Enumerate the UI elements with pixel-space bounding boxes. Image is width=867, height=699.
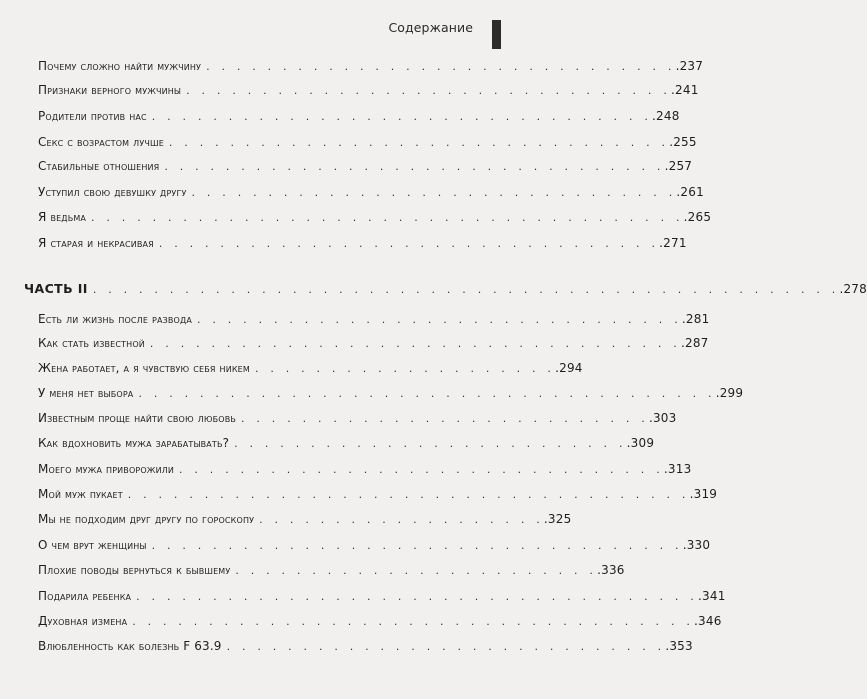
toc-leader-dots: . . . . . . . . . . . . . . . . . . . <box>259 513 544 526</box>
toc-entry-title: Есть ли жизнь после развода <box>38 312 192 326</box>
toc-entry-page: .346 <box>694 614 722 628</box>
toc-entry-page: .271 <box>659 236 687 250</box>
toc-entry[interactable] <box>38 56 704 76</box>
toc-leader-dots: . . . . . . . . . . . . . . . . . . . . . . . . . . . . . <box>226 640 666 653</box>
toc-leader-dots: . . . . . . . . . . . . . . . . . . . . . . . . . . . . . . . . . . . <box>149 337 681 350</box>
toc-entry-title: Секс с возрастом лучше <box>38 135 164 149</box>
toc-entry[interactable] <box>38 560 625 580</box>
toc-entry-page: .341 <box>698 589 726 603</box>
toc-leader-dots: . . . . . . . . . . . . . . . . . . . . . . . . . . . . . . . . . <box>151 110 653 123</box>
toc-entry[interactable] <box>38 358 583 378</box>
toc-entry[interactable] <box>38 459 692 479</box>
toc-leader-dots: . . . . . . . . . . . . . . . . . . . . . . . . . . . . . . . . <box>179 463 664 476</box>
toc-entry[interactable] <box>38 106 680 126</box>
toc-entry-page: .303 <box>648 411 677 425</box>
toc-leader-dots: . . . . . . . . . . . . . . . . . . . . <box>254 362 556 375</box>
toc-leader-dots: . . . . . . . . . . . . . . . . . . . . . . . . . . . . . . . . <box>191 186 677 199</box>
toc-entry[interactable] <box>38 80 699 100</box>
toc-entry-page: .287 <box>680 336 709 350</box>
toc-entry[interactable] <box>38 333 709 353</box>
toc-entry-page: .299 <box>715 386 744 400</box>
toc-leader-dots: . . . . . . . . . . . . . . . . . . . . . . . . . . . . . . . . . . . . . <box>136 590 699 603</box>
toc-entry-page: .255 <box>669 135 697 149</box>
toc-entry-page: .281 <box>681 312 710 326</box>
toc-entry[interactable] <box>38 309 710 329</box>
toc-entry-title: Почему сложно найти мужчину <box>38 59 202 73</box>
toc-entry[interactable] <box>38 535 711 555</box>
toc-leader-dots: . . . . . . . . . . . . . . . . . . . . . . . . . . . . . . . . <box>186 84 672 97</box>
toc-entry-title: У меня нет выбора <box>38 386 134 400</box>
toc-entry-page: .257 <box>664 159 693 173</box>
toc-entry[interactable] <box>38 611 722 631</box>
toc-leader-dots: . . . . . . . . . . . . . . . . . . . . . . . . . . <box>234 437 627 450</box>
toc-entry-title: Как вдохновить мужа зарабатывать? <box>38 436 230 450</box>
toc-leader-dots: . . . . . . . . . . . . . . . . . . . . . . . . . . . . . . . . . . . . . . . <box>91 211 684 224</box>
toc-entry[interactable] <box>38 433 655 453</box>
toc-leader-dots: . . . . . . . . . . . . . . . . . . . . . . . . . . . . . . . . . <box>164 160 665 173</box>
toc-entry-title: Подарила ребенка <box>38 589 132 603</box>
toc-entry-title: Моего мужа приворожили <box>38 462 175 476</box>
toc-entry-title: Стабильные отношения <box>38 159 160 173</box>
toc-leader-dots: . . . . . . . . . . . . . . . . . . . . . . . . . . . <box>241 412 649 425</box>
toc-entry-title: О чем врут женщины <box>38 538 147 552</box>
toc-entry-title: Признаки верного мужчины <box>38 83 182 97</box>
toc-leader-dots: . . . . . . . . . . . . . . . . . . . . . . . . . . . . . . . <box>206 60 676 73</box>
toc-entry[interactable] <box>38 132 697 152</box>
toc-entry-page: .265 <box>683 210 712 224</box>
toc-leader-dots: . . . . . . . . . . . . . . . . . . . . . . . . <box>235 564 598 577</box>
toc-entry-page: .294 <box>555 361 583 375</box>
toc-entry[interactable] <box>38 636 693 656</box>
toc-entry-title: Я старая и некрасивая <box>38 236 154 250</box>
toc-entry-title: Я ведьма <box>38 210 87 224</box>
toc-entry-title: Духовная измена <box>38 614 128 628</box>
toc-entry-title: Известным проще найти свою любовь <box>38 411 237 425</box>
toc-entry-page: .309 <box>626 436 655 450</box>
toc-entry-page: .330 <box>682 538 711 552</box>
toc-leader-dots: . . . . . . . . . . . . . . . . . . . . . . . . . . . . . . . . . <box>158 237 660 250</box>
toc-entry[interactable] <box>38 182 704 202</box>
toc-leader-dots: . . . . . . . . . . . . . . . . . . . . . . . . . . . . . . . . <box>197 313 682 326</box>
toc-entry-page: .319 <box>689 487 718 501</box>
toc-entry-page: .325 <box>543 512 572 526</box>
toc-entry-title: Родители против нас <box>38 109 147 123</box>
toc-entry-page: .313 <box>663 462 692 476</box>
toc-entry-page: .237 <box>675 59 704 73</box>
toc-leader-dots: . . . . . . . . . . . . . . . . . . . . . . . . . . . . . . . . . <box>168 136 670 149</box>
toc-entry-title: Влюбленность как болезнь F 63.9 <box>38 639 222 653</box>
toc-entry-title: Мы не подходим друг другу по гороскопу <box>38 512 255 526</box>
toc-entry[interactable] <box>38 408 677 428</box>
running-header-title: Содержание <box>388 20 473 35</box>
toc-entry[interactable] <box>38 156 693 176</box>
toc-entry-page: .278 <box>839 282 867 296</box>
toc-leader-dots: . . . . . . . . . . . . . . . . . . . . . . . . . . . . . . . . . . . . . <box>127 488 690 501</box>
toc-part-heading[interactable] <box>24 279 867 299</box>
toc-leader-dots: . . . . . . . . . . . . . . . . . . . . . . . . . . . . . . . . . . . . . . <box>138 387 716 400</box>
toc-entry[interactable] <box>38 586 726 606</box>
toc-entry-page: .336 <box>597 563 625 577</box>
toc-entry-title: Как стать известной <box>38 336 145 350</box>
toc-entry[interactable] <box>38 509 572 529</box>
toc-entry-title: Плохие поводы вернуться к бывшему <box>38 563 231 577</box>
toc-leader-dots: . . . . . . . . . . . . . . . . . . . . . . . . . . . . . . . . . . . <box>151 539 683 552</box>
toc-entry-page: .261 <box>676 185 704 199</box>
toc-entry-page: .353 <box>665 639 693 653</box>
toc-entry[interactable] <box>38 484 718 504</box>
toc-entry[interactable] <box>38 233 687 253</box>
toc-entry-page: .241 <box>671 83 699 97</box>
toc-leader-dots: . . . . . . . . . . . . . . . . . . . . . . . . . . . . . . . . . . . . . . . . . . . . . . . . . <box>92 283 840 296</box>
toc-entry-title: Уступил свою девушку другу <box>38 185 187 199</box>
toc-part-title: ЧАСТЬ II <box>24 281 88 296</box>
toc-entry[interactable] <box>38 383 744 403</box>
toc-entry-title: Мой муж пукает <box>38 487 123 501</box>
toc-leader-dots: . . . . . . . . . . . . . . . . . . . . . . . . . . . . . . . . . . . . . <box>132 615 695 628</box>
toc-entry-title: Жена работает, а я чувствую себя никем <box>38 361 250 375</box>
toc-entry[interactable] <box>38 207 712 227</box>
toc-entry-page: .248 <box>652 109 680 123</box>
